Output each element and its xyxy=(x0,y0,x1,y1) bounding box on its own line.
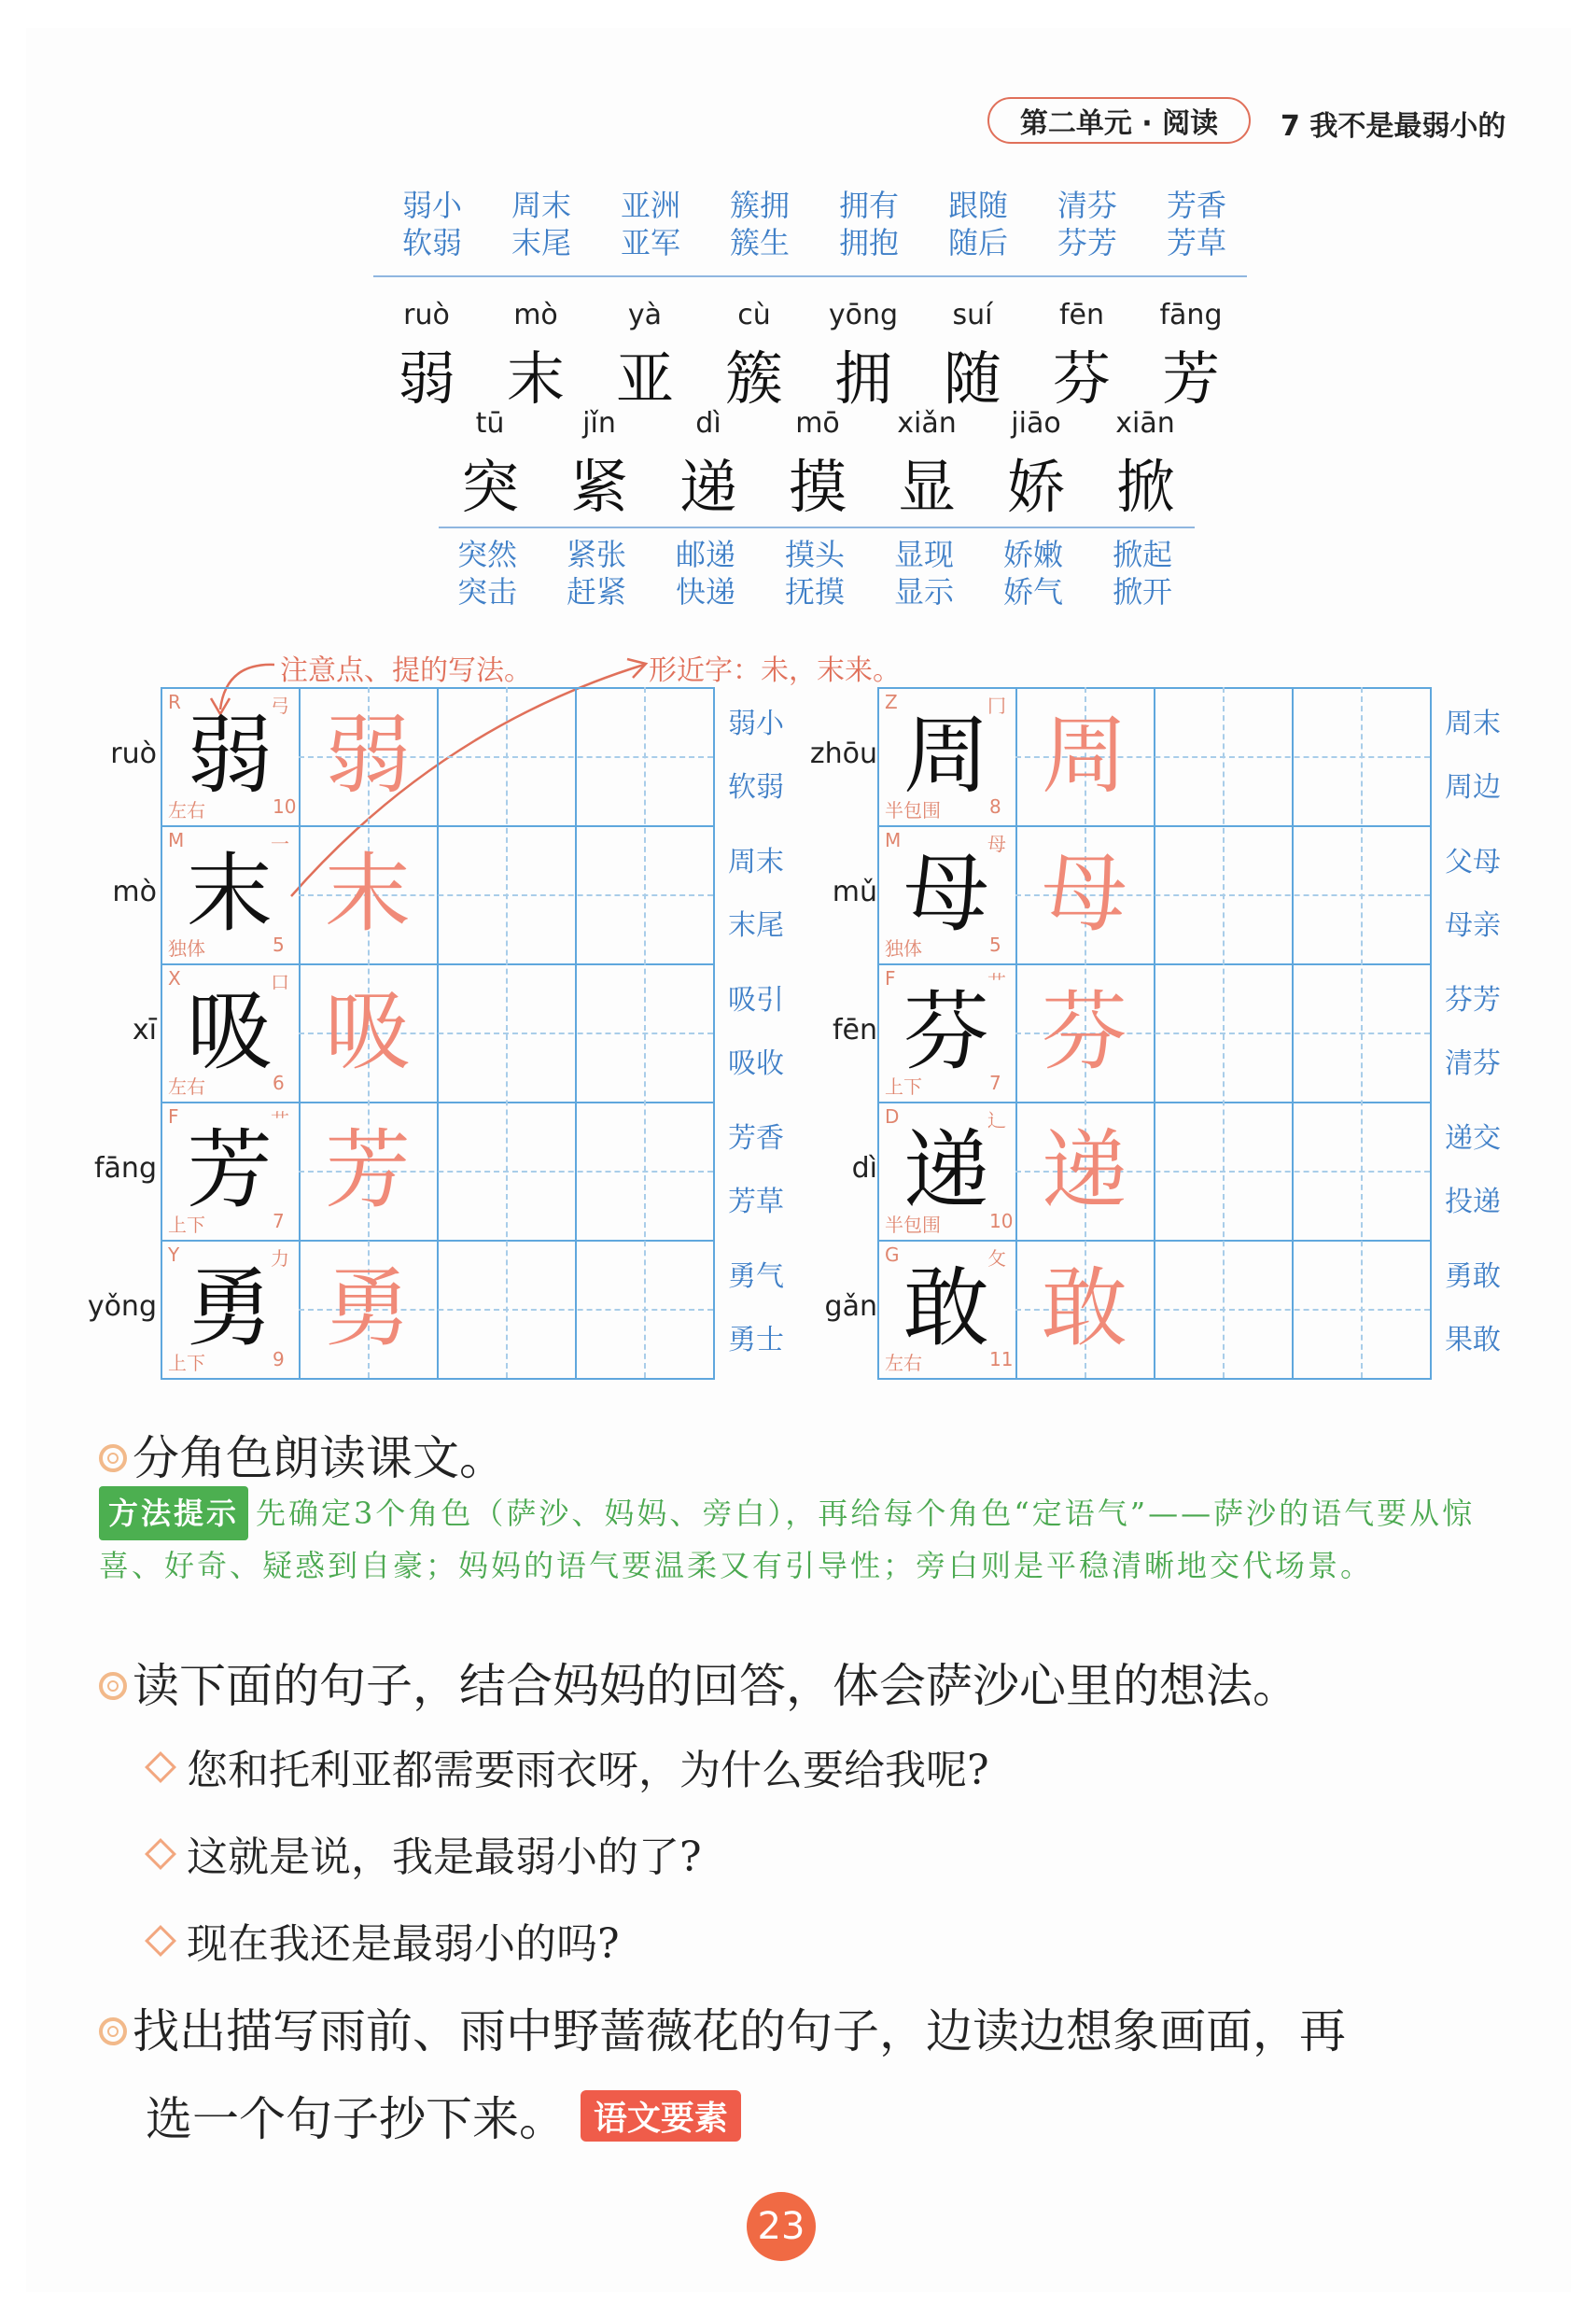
exercise-3-line2 xyxy=(146,2082,741,2149)
grid-letter: G xyxy=(885,1243,900,1266)
character: 紧 xyxy=(569,453,628,521)
grid-structure: 上下 xyxy=(168,1352,205,1374)
pinyin: mō xyxy=(795,407,840,440)
bullet-circle-icon xyxy=(99,2017,127,2045)
grid-words xyxy=(719,1245,793,1372)
grid-structure: 独体 xyxy=(885,937,922,960)
grid-strokes: 5 xyxy=(273,934,285,956)
word-bottom: 随后 xyxy=(947,225,1008,260)
grid-word: 芳香 xyxy=(728,1122,784,1155)
grid-pinyin: gǎn xyxy=(824,1290,877,1323)
grid-radical: 力 xyxy=(271,1247,289,1270)
exercise-1-text: 分角色朗读课文。 xyxy=(133,1431,506,1485)
word-bottom: 芳草 xyxy=(1166,225,1226,260)
sentence-2: 这就是说，我是最弱小的了? xyxy=(149,1823,702,1883)
grid-strokes: 8 xyxy=(989,795,1001,818)
word-top: 亚洲 xyxy=(620,188,680,223)
page-number: 23 xyxy=(747,2192,816,2261)
word-bottom: 拥抱 xyxy=(838,225,899,260)
grid-letter: F xyxy=(168,1105,179,1128)
pinyin: fāng xyxy=(1159,299,1223,331)
grid-radical: 辶 xyxy=(987,1109,1006,1131)
character: 芬 xyxy=(1052,344,1111,413)
pinyin: fēn xyxy=(1058,299,1105,331)
grid-strokes: 7 xyxy=(273,1210,285,1232)
character: 末 xyxy=(506,344,565,413)
pinyin: yà xyxy=(627,299,663,331)
grid-trace-character: 周 xyxy=(1041,706,1127,806)
diamond-icon xyxy=(145,1838,176,1870)
grid-words xyxy=(1435,1107,1510,1234)
grid-character: 递 xyxy=(903,1120,989,1220)
tip-badge: 方法提示 xyxy=(99,1486,248,1540)
bullet-circle-icon xyxy=(99,1672,127,1700)
grid-trace-character: 吸 xyxy=(324,982,411,1082)
grid-character: 敢 xyxy=(903,1258,989,1358)
grid-character: 吸 xyxy=(186,982,273,1082)
word-top: 跟随 xyxy=(947,188,1008,223)
pinyin: tū xyxy=(475,407,505,440)
grid-words xyxy=(719,693,793,820)
grid-strokes: 6 xyxy=(273,1072,285,1094)
character: 摸 xyxy=(788,453,847,521)
word-bottom: 娇气 xyxy=(1002,574,1063,610)
grid-pinyin: ruò xyxy=(110,738,157,770)
grid-word: 软弱 xyxy=(728,771,784,804)
pinyin: yōng xyxy=(828,299,899,331)
diamond-icon xyxy=(145,1925,176,1957)
grid-strokes: 7 xyxy=(989,1072,1001,1094)
grid-trace-character: 勇 xyxy=(324,1258,411,1358)
grid-letter: M xyxy=(885,829,902,851)
grid-radical: 母 xyxy=(987,833,1006,855)
unit-badge: 第二单元 · 阅读 xyxy=(987,97,1251,144)
word-bottom: 簇生 xyxy=(729,225,790,260)
grid-words xyxy=(1435,693,1510,820)
character: 掀 xyxy=(1115,453,1174,521)
grid-word: 周边 xyxy=(1445,771,1501,804)
word-top: 娇嫩 xyxy=(1002,537,1063,572)
element-badge: 语文要素 xyxy=(581,2090,741,2142)
grid-word: 母亲 xyxy=(1445,909,1501,942)
grid-character: 勇 xyxy=(186,1258,273,1358)
grid-pinyin: zhōu xyxy=(809,738,877,770)
character: 随 xyxy=(943,344,1001,413)
word-top: 邮递 xyxy=(675,537,735,572)
word-bottom: 显示 xyxy=(893,574,954,610)
exercise-2-text: 读下面的句子，结合妈妈的回答，体会萨沙心里的想法。 xyxy=(133,1659,1299,1713)
grid-trace-character: 敢 xyxy=(1041,1258,1127,1358)
note-right: 形近字：未，末来。 xyxy=(649,654,901,687)
grid-letter: R xyxy=(168,691,181,713)
grid-trace-character: 母 xyxy=(1041,844,1127,944)
grid-word: 芬芳 xyxy=(1445,984,1501,1017)
grid-pinyin: yǒng xyxy=(87,1290,157,1323)
grid-pinyin: fāng xyxy=(93,1152,157,1185)
grid-structure: 半包围 xyxy=(885,799,941,822)
word-bottom: 软弱 xyxy=(401,225,462,260)
grid-word: 勇气 xyxy=(728,1260,784,1293)
word-bottom: 快递 xyxy=(675,574,735,610)
grid-word: 果敢 xyxy=(1445,1324,1501,1356)
grid-pinyin: mǔ xyxy=(832,876,877,908)
grid-words xyxy=(1435,831,1510,958)
character: 弱 xyxy=(397,344,455,413)
grid-trace-character: 芬 xyxy=(1041,982,1127,1082)
grid-character: 弱 xyxy=(186,706,273,806)
word-bottom: 抚摸 xyxy=(784,574,845,610)
grid-letter: Y xyxy=(168,1243,180,1266)
character: 芳 xyxy=(1161,344,1220,413)
diamond-icon xyxy=(145,1751,176,1783)
character: 显 xyxy=(897,453,956,521)
word-top: 拥有 xyxy=(838,188,899,223)
word-top: 显现 xyxy=(893,537,954,572)
grid-letter: D xyxy=(885,1105,900,1128)
grid-words xyxy=(719,1107,793,1234)
grid-structure: 半包围 xyxy=(885,1214,941,1236)
character: 亚 xyxy=(615,344,674,413)
grid-character: 周 xyxy=(903,706,989,806)
word-top: 周末 xyxy=(511,188,571,223)
grid-word: 投递 xyxy=(1445,1186,1501,1218)
grid-structure: 上下 xyxy=(168,1214,205,1236)
grid-word: 周末 xyxy=(1445,708,1501,740)
grid-word: 勇敢 xyxy=(1445,1260,1501,1293)
grid-radical: 冂 xyxy=(987,695,1006,717)
grid-structure: 上下 xyxy=(885,1075,922,1098)
grid-words xyxy=(1435,1245,1510,1372)
grid-words xyxy=(719,969,793,1096)
grid-structure: 左右 xyxy=(168,1075,205,1098)
word-bottom: 赶紧 xyxy=(566,574,626,610)
word-bottom: 掀开 xyxy=(1112,574,1172,610)
grid-pinyin: mò xyxy=(112,876,157,908)
grid-word: 弱小 xyxy=(728,708,784,740)
exercise-3-text-2: 选一个句子抄下来。 xyxy=(146,2092,566,2146)
character: 娇 xyxy=(1006,453,1065,521)
character: 簇 xyxy=(724,344,783,413)
bullet-circle-icon xyxy=(99,1444,127,1472)
grid-word: 吸收 xyxy=(728,1047,784,1080)
grid-trace-character: 弱 xyxy=(324,706,411,806)
grid-structure: 独体 xyxy=(168,937,205,960)
word-top: 掀起 xyxy=(1112,537,1172,572)
exercise-3 xyxy=(99,1994,1346,2061)
lesson-title: 7 我不是最弱小的 xyxy=(1281,110,1506,143)
grid-character: 末 xyxy=(186,844,273,944)
word-top: 突然 xyxy=(456,537,517,572)
grid-radical: 攵 xyxy=(987,1247,1006,1270)
grid-letter: X xyxy=(168,967,181,990)
exercise-3-text-1: 找出描写雨前、雨中野蔷薇花的句子，边读边想象画面，再 xyxy=(133,2004,1346,2058)
grid-word: 父母 xyxy=(1445,846,1501,878)
grid-strokes: 11 xyxy=(989,1348,1014,1370)
pinyin: xiān xyxy=(1115,407,1175,440)
grid-pinyin: dì xyxy=(851,1152,877,1185)
character: 拥 xyxy=(833,344,892,413)
character: 递 xyxy=(679,453,737,521)
grid-strokes: 9 xyxy=(273,1348,285,1370)
exercise-1 xyxy=(99,1421,506,1488)
method-tip xyxy=(99,1486,1508,1591)
grid-character: 芳 xyxy=(186,1120,273,1220)
grid-words xyxy=(1435,969,1510,1096)
grid-pinyin: fēn xyxy=(832,1014,877,1047)
grid-radical: 口 xyxy=(271,971,289,993)
pinyin: jǐn xyxy=(582,407,616,440)
tip-text: 先确定3个角色（萨沙、妈妈、旁白），再给每个角色“定语气”——萨沙的语气要从惊喜、好奇、疑惑到自豪；妈妈的语气要温柔又有引导性；旁白则是平稳清晰地交代场景。 xyxy=(99,1496,1476,1583)
grid-radical: 一 xyxy=(271,833,289,855)
pinyin: suí xyxy=(952,299,993,331)
character: 突 xyxy=(460,453,519,521)
grid-trace-character: 芳 xyxy=(324,1120,411,1220)
exercise-2 xyxy=(99,1649,1299,1716)
grid-word: 递交 xyxy=(1445,1122,1501,1155)
grid-letter: F xyxy=(885,967,896,990)
grid-trace-character: 递 xyxy=(1041,1120,1127,1220)
grid-trace-character: 末 xyxy=(324,844,411,944)
grid-letter: M xyxy=(168,829,185,851)
grid-word: 周末 xyxy=(728,846,784,878)
grid-radical: 弓 xyxy=(271,695,289,717)
grid-pinyin: xī xyxy=(132,1014,157,1047)
pinyin: dì xyxy=(695,407,721,440)
grid-strokes: 10 xyxy=(273,795,297,818)
note-left: 注意点、提的写法。 xyxy=(280,654,532,687)
grid-word: 勇士 xyxy=(728,1324,784,1356)
word-bottom: 芬芳 xyxy=(1057,225,1117,260)
pinyin: mò xyxy=(513,299,558,331)
grid-word: 清芬 xyxy=(1445,1047,1501,1080)
grid-strokes: 10 xyxy=(989,1210,1014,1232)
word-top: 弱小 xyxy=(401,188,462,223)
pinyin: xiǎn xyxy=(897,407,957,440)
word-bottom: 末尾 xyxy=(511,225,571,260)
pinyin: jiāo xyxy=(1011,407,1061,440)
grid-word: 吸引 xyxy=(728,984,784,1017)
grid-structure: 左右 xyxy=(168,799,205,822)
grid-radical: 艹 xyxy=(271,1109,289,1131)
pinyin: cù xyxy=(737,299,771,331)
grid-strokes: 5 xyxy=(989,934,1001,956)
grid-character: 芬 xyxy=(903,982,989,1082)
pinyin: ruò xyxy=(403,299,450,331)
word-bottom: 亚军 xyxy=(620,225,680,260)
grid-letter: Z xyxy=(885,691,898,713)
sentence-3: 现在我还是最弱小的吗? xyxy=(149,1910,620,1970)
word-top: 芳香 xyxy=(1166,188,1226,223)
word-top: 紧张 xyxy=(566,537,626,572)
word-bottom: 突击 xyxy=(456,574,517,610)
grid-word: 芳草 xyxy=(728,1186,784,1218)
grid-radical: 艹 xyxy=(987,971,1006,993)
word-top: 簇拥 xyxy=(729,188,790,223)
grid-word: 末尾 xyxy=(728,909,784,942)
grid-character: 母 xyxy=(903,844,989,944)
grid-words xyxy=(719,831,793,958)
sentence-1: 您和托利亚都需要雨衣呀，为什么要给我呢? xyxy=(149,1736,989,1796)
word-top: 清芬 xyxy=(1057,188,1117,223)
grid-structure: 左右 xyxy=(885,1352,922,1374)
word-top: 摸头 xyxy=(784,537,845,572)
